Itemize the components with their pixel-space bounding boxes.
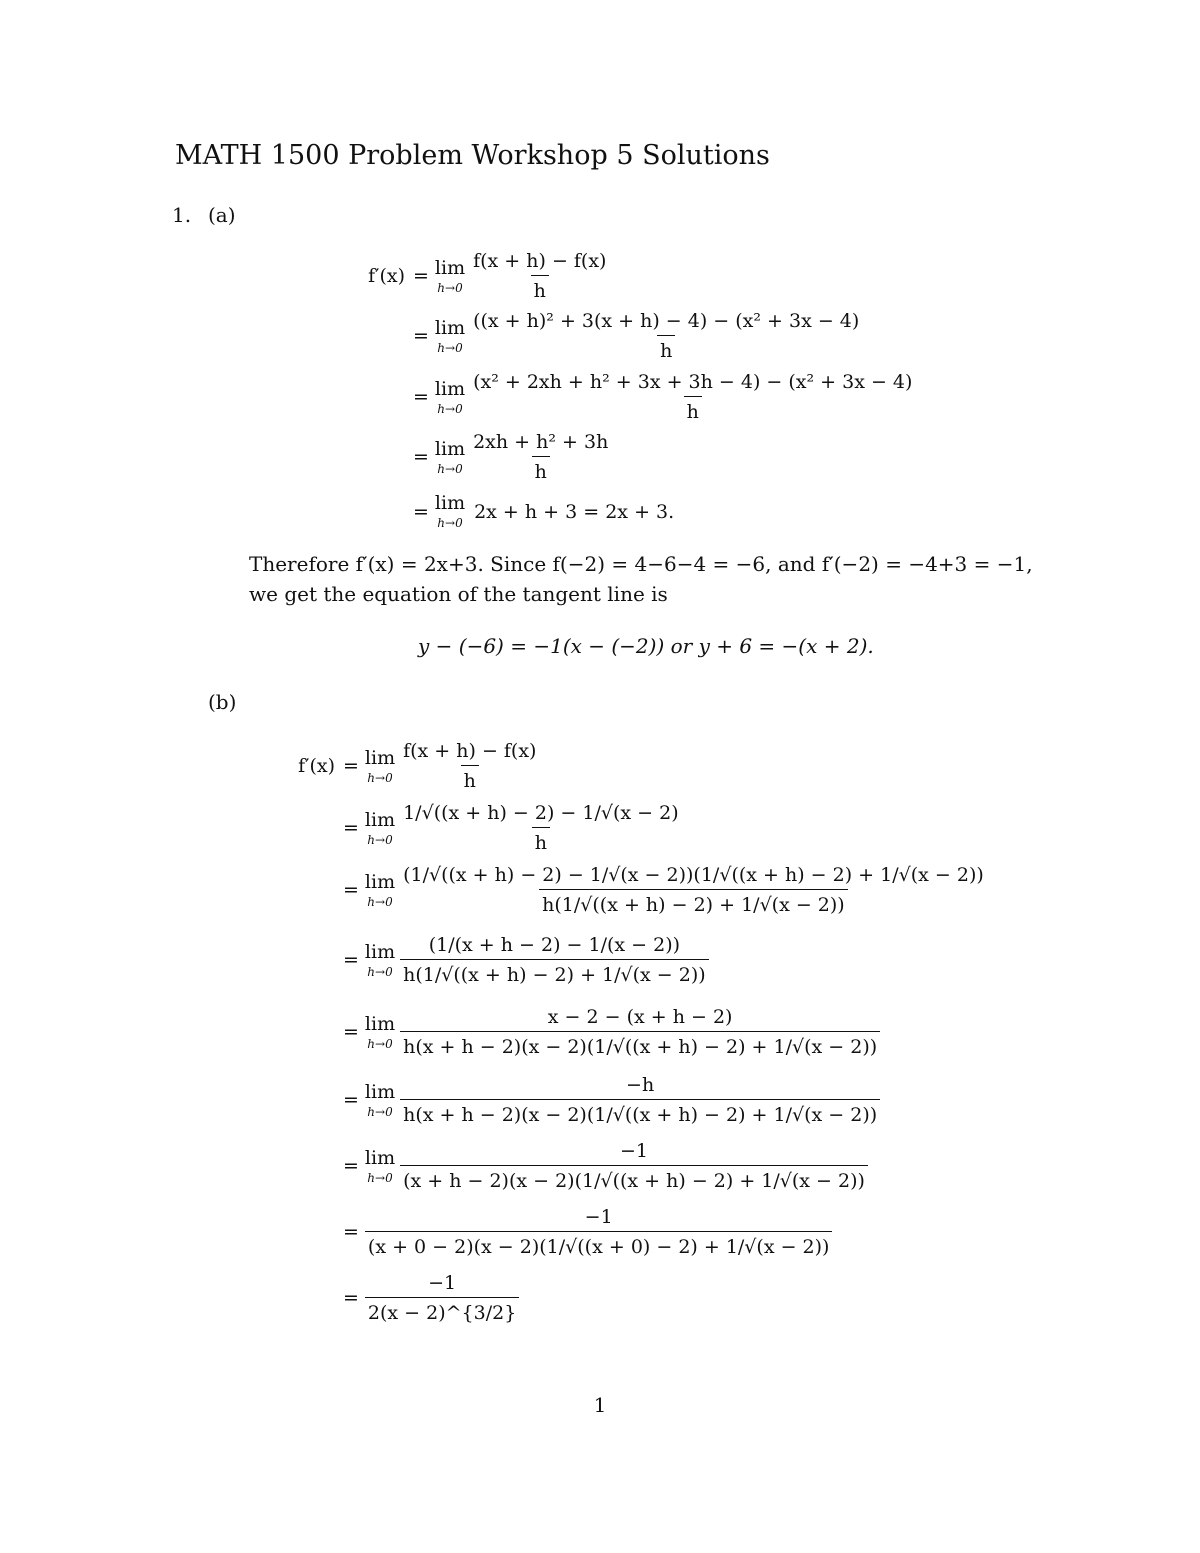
denominator: h(x + h − 2)(x − 2)(1/√((x + h) − 2) + 1/√(x − 2)) [400,1031,880,1058]
denominator: h(1/√((x + h) − 2) + 1/√(x − 2)) [400,959,709,986]
denominator: h [531,275,549,302]
tangent-equation: y − (−6) = −1(x − (−2)) or y + 6 = −(x + 2). [418,634,874,658]
limit [434,437,466,476]
fraction [470,310,862,362]
text-derivative: Therefore f′(x) = 2x+3. Since f(−2) = 4−6−4 = −6, and f′(−2) = −4+3 = −1, [249,552,1033,576]
part-a-line-3 [300,371,915,423]
part-a-label: (a) [208,203,236,227]
denominator: 2(x − 2)^{3/2} [365,1297,519,1324]
part-b-label: (b) [208,690,237,714]
limit [364,1012,396,1051]
text-tangent-intro: we get the equation of the tangent line is [249,582,668,606]
lim-sub: h→0 [367,894,393,909]
numerator: x − 2 − (x + h − 2) [547,1006,733,1028]
fraction [400,802,682,854]
fraction [470,431,611,483]
part-b-line-4 [230,934,709,986]
part-b-line-8 [230,1206,832,1258]
lim-text: lim [364,808,396,831]
denominator: h [684,396,702,423]
limit [435,494,465,529]
equals-sign: = [413,500,429,523]
limit [364,746,396,785]
fraction [400,740,539,792]
lim-sub: h→0 [437,461,463,476]
numerator: f(x + h) − f(x) [473,250,607,272]
fraction [400,1074,880,1126]
equals-sign: = [343,1155,359,1177]
numerator: (1/√((x + h) − 2) − 1/√(x − 2))(1/√((x + h) − 2) + 1/√(x − 2)) [403,864,984,886]
lhs: f′(x) [368,265,405,287]
part-b-line-3 [230,864,987,916]
part-a-line-5 [300,494,674,529]
equals-sign: = [343,755,359,777]
numerator: −1 [584,1206,613,1228]
numerator: −1 [428,1272,457,1294]
equals-sign: = [343,949,359,971]
part-b-line-6 [230,1074,880,1126]
lim-sub: h→0 [437,340,463,355]
equals-sign: = [343,1287,359,1309]
numerator: −1 [620,1140,649,1162]
part-b-line-1 [230,740,539,792]
lim-text: lim [364,1012,396,1035]
numerator: 2xh + h² + 3h [473,431,609,453]
problem-number: 1. [172,203,192,227]
page-number: 1 [593,1393,607,1417]
lim-text: lim [434,377,466,400]
denominator: h [657,335,675,362]
result: 2x + h + 3 = 2x + 3. [474,500,675,523]
part-b-line-7 [230,1140,868,1192]
equals-sign: = [413,446,429,468]
lim-text: lim [364,1146,396,1169]
denominator: h(x + h − 2)(x − 2)(1/√((x + h) − 2) + 1/√(x − 2)) [400,1099,880,1126]
lim-sub: h→0 [367,1170,393,1185]
fraction [365,1206,833,1258]
lim-sub: h→0 [437,280,463,295]
denominator: h [532,456,550,483]
lim-sub: h→0 [367,770,393,785]
equals-sign: = [413,325,429,347]
limit [364,1146,396,1185]
lhs: f′(x) [298,755,335,777]
denominator: h(1/√((x + h) − 2) + 1/√(x − 2)) [539,889,848,916]
limit [364,808,396,847]
fraction [400,1140,868,1192]
fraction [400,1006,880,1058]
limit [434,377,466,416]
lim-sub: h→0 [437,401,463,416]
part-b-line-9 [230,1272,519,1324]
fraction [470,250,609,302]
lim-sub: h→0 [367,832,393,847]
part-a-line-2 [300,310,862,362]
fraction [470,371,915,423]
fraction [400,864,987,916]
equals-sign: = [343,1089,359,1111]
lim-sub: h→0 [437,516,463,530]
limit [364,1080,396,1119]
limit [434,256,466,295]
lim-text: lim [364,940,396,963]
lim-text: lim [364,746,396,769]
limit [434,316,466,355]
numerator: f(x + h) − f(x) [403,740,537,762]
lim-text: lim [434,316,466,339]
equals-sign: = [413,386,429,408]
lim-text: lim [434,492,466,514]
equals-sign: = [343,817,359,839]
numerator: ((x + h)² + 3(x + h) − 4) − (x² + 3x − 4) [473,310,860,332]
limit [364,940,396,979]
part-a-line-1 [300,250,609,302]
page-title: MATH 1500 Problem Workshop 5 Solutions [175,140,770,171]
fraction [365,1272,519,1324]
lim-text: lim [434,256,466,279]
numerator: (1/(x + h − 2) − 1/(x − 2)) [428,934,681,956]
part-b-line-2 [230,802,682,854]
equals-sign: = [343,1021,359,1043]
lim-sub: h→0 [367,1036,393,1051]
numerator: 1/√((x + h) − 2) − 1/√(x − 2) [403,802,679,824]
numerator: −h [626,1074,655,1096]
lim-text: lim [434,437,466,460]
denominator: h [532,827,550,854]
lim-text: lim [364,870,396,893]
denominator: h [461,765,479,792]
denominator: (x + 0 − 2)(x − 2)(1/√((x + 0) − 2) + 1/√(x − 2)) [365,1231,833,1258]
denominator: (x + h − 2)(x − 2)(1/√((x + h) − 2) + 1/√(x − 2)) [400,1165,868,1192]
lim-sub: h→0 [367,964,393,979]
part-a-line-4 [300,431,611,483]
lim-text: lim [364,1080,396,1103]
limit [364,870,396,909]
equals-sign: = [413,265,429,287]
equals-sign: = [343,1221,359,1243]
fraction [400,934,709,986]
part-b-line-5 [230,1006,880,1058]
numerator: (x² + 2xh + h² + 3x + 3h − 4) − (x² + 3x − 4) [473,371,913,393]
lim-sub: h→0 [367,1104,393,1119]
equals-sign: = [343,879,359,901]
